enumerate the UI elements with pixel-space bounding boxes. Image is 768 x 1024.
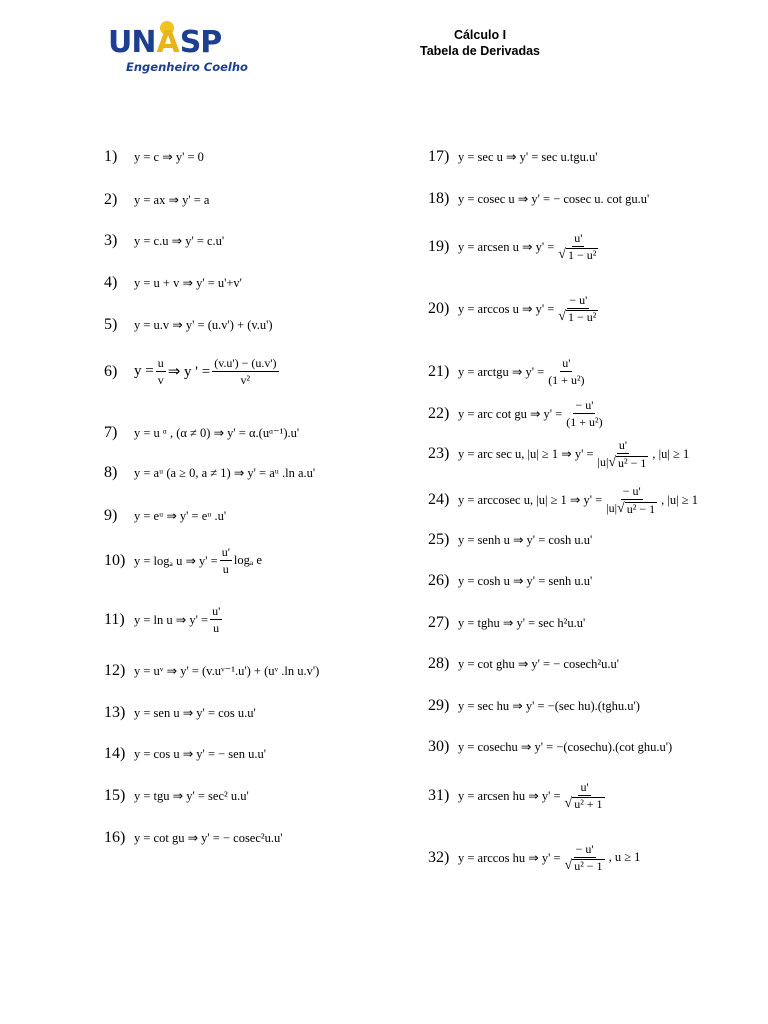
formula-text: y = aᵘ (a ≥ 0, a ≠ 1) ⇒ y' = aᵘ .ln a.u' <box>134 466 316 480</box>
absolute-value: |u| <box>597 455 609 469</box>
formula-part: y = arccosec u, |u| ≥ 1 ⇒ y' = <box>458 493 603 507</box>
formula-item-30 <box>428 738 672 756</box>
formula-text: y = cos u ⇒ y' = − sen u.u' <box>134 747 266 761</box>
formula-text: y = uᵛ ⇒ y' = (v.uᵛ⁻¹.u') + (uᵛ .ln u.v') <box>134 664 320 678</box>
fraction <box>596 438 651 470</box>
fraction-denominator: v² <box>240 373 251 387</box>
fraction-numerator: u' <box>562 356 571 370</box>
formula-number: 14) <box>104 745 126 762</box>
document-header <box>380 27 580 59</box>
formula-text: y = tghu ⇒ y' = sec h²u.u' <box>458 616 586 630</box>
fraction-numerator: (v.u') − (u.v') <box>214 356 277 370</box>
formula-item-16 <box>104 829 283 847</box>
radical-sign: √ <box>558 309 566 324</box>
logo-word-start: UN <box>108 25 156 60</box>
fraction-denominator: (1 + u²) <box>548 373 585 387</box>
formula-number: 15) <box>104 787 126 804</box>
formula-part: y = arcsen hu ⇒ y' = <box>458 788 561 803</box>
formula-number: 16) <box>104 829 126 846</box>
formula-text <box>134 604 224 635</box>
formula-text <box>134 356 281 387</box>
formula-number: 30) <box>428 738 450 755</box>
radical-sign: √ <box>617 501 625 516</box>
formula-number: 29) <box>428 697 450 714</box>
formula-text: y = cosechu ⇒ y' = −(cosechu).(cot ghu.u') <box>458 740 673 754</box>
formula-text: y = tgu ⇒ y' = sec² u.u' <box>134 789 249 803</box>
fraction-denominator: u <box>222 562 229 576</box>
formula-item-17 <box>428 148 597 166</box>
formula-number: 11) <box>104 610 125 628</box>
fraction-denominator <box>596 454 651 470</box>
formula-number: 7) <box>104 424 118 441</box>
radical-sign: √ <box>608 455 617 470</box>
formula-text <box>458 231 602 262</box>
formula-item-18 <box>428 190 649 208</box>
radicand: 1 − u² <box>567 248 597 262</box>
formula-text: y = eᵘ ⇒ y' = eᵘ .u' <box>134 509 227 523</box>
formula-part: y = arcsen u ⇒ y' = <box>458 239 555 254</box>
formula-text: y = u + v ⇒ y' = u'+v' <box>134 276 242 290</box>
formula-item-19 <box>428 231 602 262</box>
fraction-denominator: v <box>157 373 164 387</box>
formula-part: y = arccos u ⇒ y' = <box>458 301 555 316</box>
formula-number: 20) <box>428 299 450 317</box>
fraction <box>546 356 586 387</box>
formula-part: y = <box>134 363 154 379</box>
formula-item-14 <box>104 745 266 763</box>
formula-item-31 <box>428 780 609 811</box>
fraction-numerator: − u' <box>575 842 594 856</box>
formula-item-25 <box>428 531 592 549</box>
formula-number: 23) <box>428 445 450 462</box>
fraction-numerator: u' <box>618 438 628 452</box>
formula-item-10 <box>104 545 262 576</box>
logo-word-a: A <box>156 25 179 60</box>
formula-text: y = sen u ⇒ y' = cos u.u' <box>134 706 256 720</box>
fraction-denominator: (1 + u²) <box>566 415 603 429</box>
fraction-denominator <box>604 500 659 516</box>
formula-number: 24) <box>428 491 450 508</box>
formula-number: 13) <box>104 704 126 721</box>
fraction-numerator: u' <box>221 545 230 559</box>
formula-item-21 <box>428 356 589 387</box>
formula-number: 9) <box>104 507 118 524</box>
logo-wordmark <box>108 26 221 60</box>
formula-number: 28) <box>428 655 450 672</box>
formula-text: y = senh u ⇒ y' = cosh u.u' <box>458 533 593 547</box>
radicand: u² + 1 <box>574 797 603 811</box>
fraction-denominator <box>563 858 607 873</box>
fraction <box>556 293 600 324</box>
formula-item-12 <box>104 662 319 680</box>
formula-item-4 <box>104 274 242 292</box>
document-title: Cálculo I <box>453 28 507 42</box>
formula-number: 26) <box>428 572 450 589</box>
fraction-numerator: − u' <box>575 398 594 412</box>
absolute-value: |u| <box>606 501 618 515</box>
formula-part: logₐ e <box>233 553 262 567</box>
formula-text <box>458 842 640 873</box>
formula-number: 12) <box>104 662 126 679</box>
formula-item-15 <box>104 787 249 805</box>
formula-part: , u ≥ 1 <box>608 850 641 864</box>
fraction-numerator: u' <box>212 604 221 618</box>
formula-item-28 <box>428 655 619 673</box>
formula-part: y = arccos hu ⇒ y' = <box>458 850 561 865</box>
formula-text <box>458 484 698 516</box>
fraction <box>556 231 600 262</box>
formula-item-8 <box>104 464 315 482</box>
radicand: u² − 1 <box>618 456 647 470</box>
formula-part: y = arctgu ⇒ y' = <box>458 364 545 379</box>
fraction <box>210 604 222 635</box>
fraction-numerator: − u' <box>569 293 588 307</box>
fraction-numerator: u' <box>574 231 583 245</box>
formula-text <box>134 545 262 576</box>
formula-item-22 <box>428 398 607 429</box>
formula-number: 18) <box>428 190 450 207</box>
formula-item-27 <box>428 614 585 632</box>
formula-text: y = cot gu ⇒ y' = − cosec²u.u' <box>134 831 283 845</box>
formula-number: 3) <box>104 232 118 249</box>
radicand: 1 − u² <box>567 310 597 324</box>
formula-part: y = arc sec u, |u| ≥ 1 ⇒ y' = <box>458 447 594 461</box>
formula-text: y = cosh u ⇒ y' = senh u.u' <box>458 574 593 588</box>
formula-text: y = cot ghu ⇒ y' = − cosech²u.u' <box>458 657 620 671</box>
formula-part: y = ln u ⇒ y' = <box>134 612 209 627</box>
formula-text: y = u ᵅ , (α ≠ 0) ⇒ y' = α.(uᵅ⁻¹).u' <box>134 426 300 440</box>
formula-item-11 <box>104 604 224 635</box>
formula-number: 32) <box>428 848 450 866</box>
formula-item-7 <box>104 424 299 442</box>
fraction-numerator: − u' <box>622 484 641 498</box>
fraction <box>563 842 607 873</box>
formula-text <box>458 398 607 429</box>
formula-text: y = sec u ⇒ y' = sec u.tgu.u' <box>458 150 598 164</box>
formula-text: y = c.u ⇒ y' = c.u' <box>134 234 225 248</box>
formula-number: 17) <box>428 148 450 165</box>
fraction-denominator <box>563 796 607 811</box>
formula-number: 25) <box>428 531 450 548</box>
formula-text: y = u.v ⇒ y' = (u.v') + (v.u') <box>134 318 273 332</box>
fraction <box>212 356 278 387</box>
formula-item-26 <box>428 572 592 590</box>
fraction-numerator: u' <box>580 780 589 794</box>
formula-text <box>458 780 609 811</box>
formula-part: y = arc cot gu ⇒ y' = <box>458 406 563 421</box>
formula-number: 6) <box>104 362 118 380</box>
formula-number: 1) <box>104 148 118 165</box>
formula-item-3 <box>104 232 224 250</box>
formula-number: 4) <box>104 274 118 291</box>
formula-text: y = c ⇒ y' = 0 <box>134 150 204 164</box>
formula-text: y = ax ⇒ y' = a <box>134 193 210 207</box>
formula-text <box>458 356 589 387</box>
formula-item-29 <box>428 697 640 715</box>
logo-word-end: SP <box>179 25 222 60</box>
logo-subtitle: Engenheiro Coelho <box>126 60 248 74</box>
formula-number: 5) <box>104 316 118 333</box>
formula-number: 8) <box>104 464 118 481</box>
fraction <box>220 545 232 576</box>
formula-number: 19) <box>428 237 450 255</box>
formula-text: y = cosec u ⇒ y' = − cosec u. cot gu.u' <box>458 192 650 206</box>
formula-item-20 <box>428 293 602 324</box>
document-subtitle: Tabela de Derivadas <box>420 44 540 58</box>
radicand: u² − 1 <box>626 502 656 516</box>
formula-item-1 <box>104 148 204 166</box>
formula-part: ⇒ y ' = <box>167 364 211 380</box>
formula-text: y = sec hu ⇒ y' = −(sec hu).(tghu.u') <box>458 699 640 713</box>
radical-sign: √ <box>564 858 573 873</box>
formula-number: 27) <box>428 614 450 631</box>
formula-item-23 <box>428 438 689 470</box>
formula-text <box>458 438 689 470</box>
fraction <box>563 780 607 811</box>
formula-number: 10) <box>104 551 126 569</box>
radicand: u² − 1 <box>574 859 603 873</box>
formula-part: y = logₐ u ⇒ y' = <box>134 553 218 568</box>
formula-number: 2) <box>104 191 118 208</box>
radical-sign: √ <box>564 796 573 811</box>
fraction <box>156 356 166 387</box>
fraction <box>564 398 604 429</box>
formula-part: , |u| ≥ 1 <box>652 446 690 461</box>
fraction-denominator: u <box>213 621 220 635</box>
formula-number: 21) <box>428 362 450 380</box>
fraction-denominator <box>556 247 600 262</box>
formula-item-2 <box>104 191 209 209</box>
formula-number: 22) <box>428 404 450 422</box>
radical-sign: √ <box>558 247 566 262</box>
formula-item-9 <box>104 507 226 525</box>
fraction-numerator: u <box>157 356 164 370</box>
formula-item-32 <box>428 842 640 873</box>
formula-item-24 <box>428 484 698 516</box>
formula-item-6 <box>104 356 281 387</box>
fraction-denominator <box>556 309 600 324</box>
formula-text <box>458 293 602 324</box>
fraction <box>604 484 659 516</box>
formula-number: 31) <box>428 786 450 804</box>
formula-part: , |u| ≥ 1 <box>661 492 698 507</box>
formula-item-5 <box>104 316 273 334</box>
unasp-logo <box>108 25 248 76</box>
formula-item-13 <box>104 704 256 722</box>
